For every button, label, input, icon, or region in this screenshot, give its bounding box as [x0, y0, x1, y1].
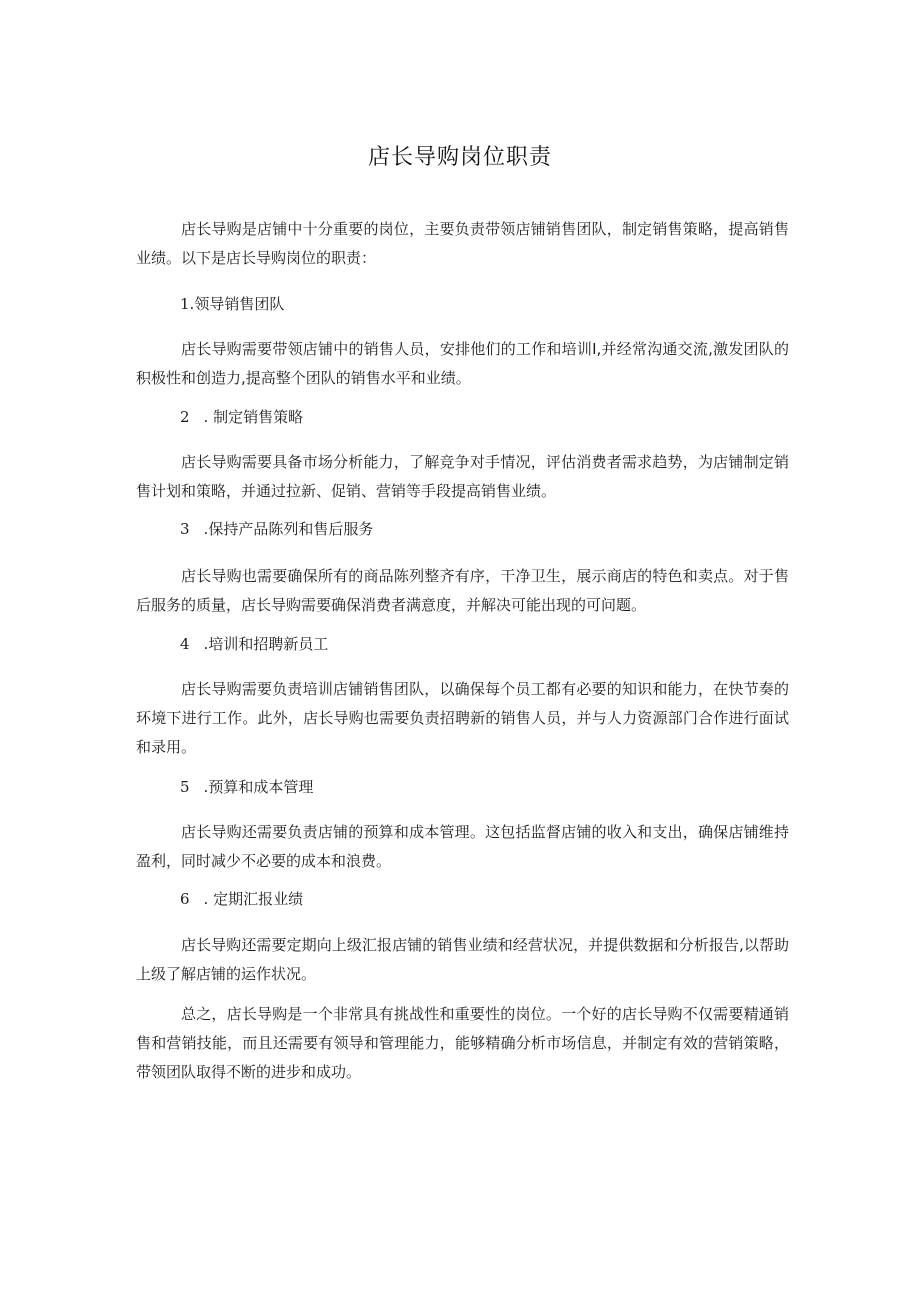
section-title: . 定期汇报业绩	[203, 890, 304, 908]
section-body-1: 店长导购需要带领店铺中的销售人员，安排他们的工作和培训I,并经常沟通交流,激发团队的积极性和创造力,提高整个团队的销售水平和业绩。	[136, 340, 789, 387]
section-number: 3	[180, 520, 190, 538]
conclusion-paragraph: 总之，店长导购是一个非常具有挑战性和重要性的岗位。一个好的店长导购不仅需要精通销售和营销技能，而且还需要有领导和管理能力，能够精确分析市场信息，并制定有效的营销策略，带领团队取得不断的进步和成功。	[136, 1005, 789, 1081]
section-title: . 制定销售策略	[203, 408, 304, 426]
section-heading-5	[180, 773, 313, 802]
section-number: 2	[180, 408, 190, 426]
section-title: .培训和招聘新员工	[203, 635, 329, 653]
page-title: 店长导购岗位职责	[367, 145, 552, 170]
section-title: .保持产品陈列和售后服务	[203, 520, 374, 538]
section-number: 5	[180, 778, 190, 796]
section-heading-4	[180, 630, 328, 659]
section-body-2: 店长导购需要具备市场分析能力，了解竞争对手情况，评估消费者需求趋势，为店铺制定销售计划和策略，并通过拉新、促销、营销等手段提高销售业绩。	[136, 453, 789, 500]
section-title: .预算和成本管理	[203, 778, 314, 796]
section-number: 1	[180, 295, 190, 313]
section-number: 4	[180, 635, 190, 653]
section-heading-6	[180, 885, 303, 914]
section-heading-2	[180, 403, 303, 432]
section-body-3: 店长导购也需要确保所有的商品陈列整齐有序，干净卫生，展示商店的特色和卖点。对于售后服务的质量，店长导购需要确保消费者满意度，并解决可能出现的可问题。	[136, 567, 789, 614]
section-title: .领导销售团队	[189, 295, 285, 313]
section-heading-1	[180, 290, 284, 319]
section-body-4: 店长导购需要负责培训店铺销售团队，以确保每个员工都有必要的知识和能力，在快节奏的环境下进行工作。此外，店长导购也需要负责招聘新的销售人员，并与人力资源部门合作进行面试和录用。	[136, 680, 789, 756]
section-heading-3	[180, 515, 373, 544]
section-body-6: 店长导购还需要定期向上级汇报店铺的销售业绩和经营状况，并提供数据和分析报告,以帮助上级了解店铺的运作状况。	[136, 936, 789, 983]
section-body-5: 店长导购还需要负责店铺的预算和成本管理。这包括监督店铺的收入和支出，确保店铺维持盈利，同时减少不必要的成本和浪费。	[136, 823, 789, 870]
section-number: 6	[180, 890, 190, 908]
intro-paragraph: 店长导购是店铺中十分重要的岗位，主要负责带领店铺销售团队，制定销售策略，提高销售业绩。以下是店长导购岗位的职责：	[136, 220, 789, 267]
